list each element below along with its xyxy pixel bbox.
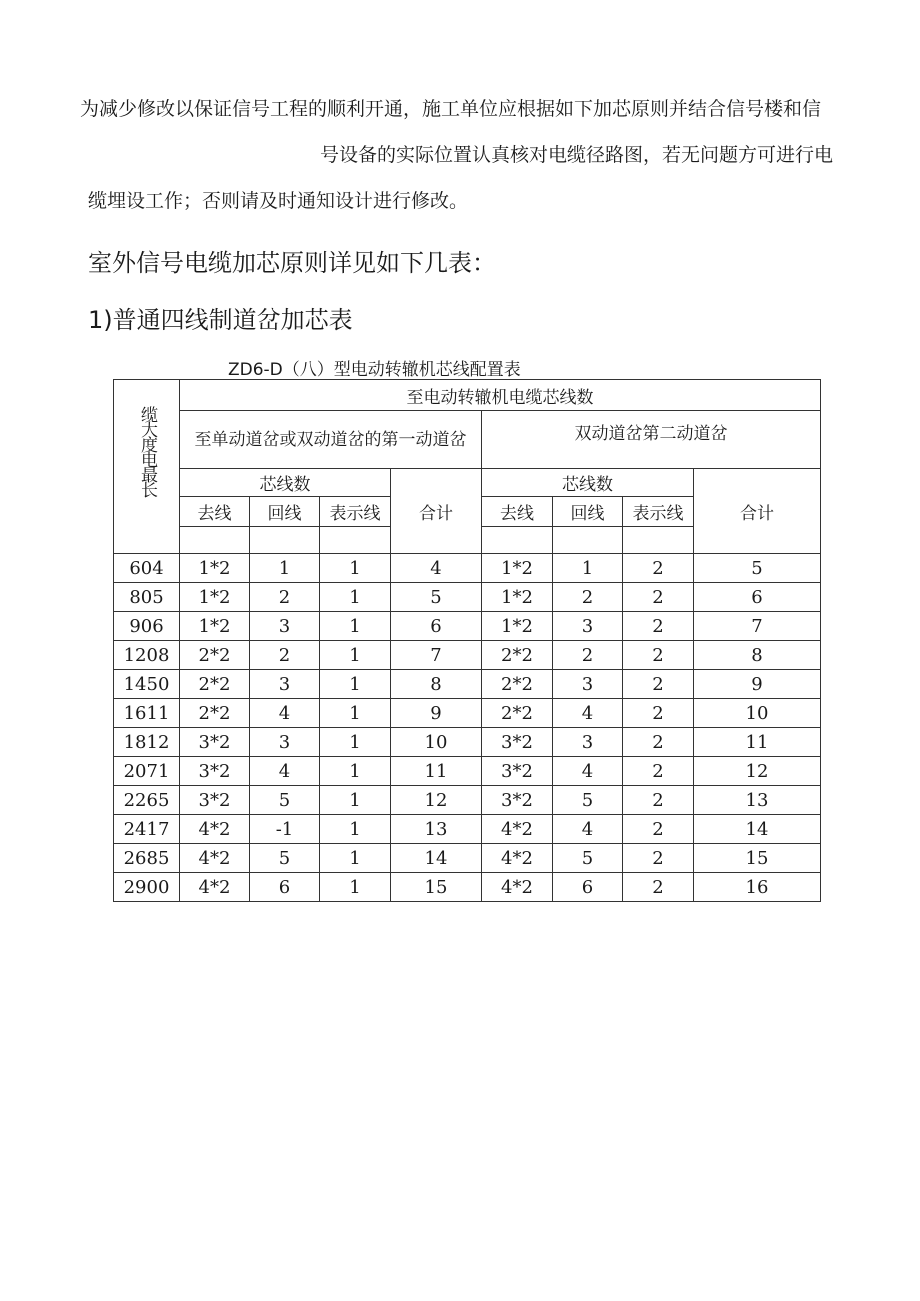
indicator-line-first-cell: 1 bbox=[320, 815, 391, 844]
total-second-cell: 9 bbox=[694, 670, 821, 699]
total-second-cell: 11 bbox=[694, 728, 821, 757]
go-line-second-cell: 1*2 bbox=[482, 554, 553, 583]
max-length-cell: 2417 bbox=[114, 815, 180, 844]
core-count-header-second: 芯线数 bbox=[482, 469, 694, 497]
section-heading: 室外信号电缆加芯原则详见如下几表： bbox=[88, 249, 496, 277]
indicator-line-first-cell: 1 bbox=[320, 786, 391, 815]
go-line-second-cell: 3*2 bbox=[482, 757, 553, 786]
return-line-second-cell: 3 bbox=[553, 612, 623, 641]
go-line-first-cell: 1*2 bbox=[180, 554, 250, 583]
core-count-header-first: 芯线数 bbox=[180, 469, 391, 497]
subsection-heading: 1)普通四线制道岔加芯表 bbox=[88, 306, 353, 334]
go-line-first-cell: 2*2 bbox=[180, 670, 250, 699]
go-line-header: 去线 bbox=[180, 497, 250, 527]
indicator-line-second-cell: 2 bbox=[623, 612, 694, 641]
return-line-second-cell: 2 bbox=[553, 583, 623, 612]
total-second-cell: 10 bbox=[694, 699, 821, 728]
return-line-second-cell: 3 bbox=[553, 670, 623, 699]
table-row bbox=[114, 873, 821, 902]
return-line-second-cell: 4 bbox=[553, 699, 623, 728]
indicator-line-second-cell: 2 bbox=[623, 728, 694, 757]
total-first-cell: 10 bbox=[391, 728, 482, 757]
table-row bbox=[114, 583, 821, 612]
table-row bbox=[114, 728, 821, 757]
indicator-line-second-cell: 2 bbox=[623, 873, 694, 902]
table-row bbox=[114, 670, 821, 699]
return-line-first-cell: 6 bbox=[250, 873, 320, 902]
table-row bbox=[114, 815, 821, 844]
group-header-first: 至单动道岔或双动道岔的第一动道岔 bbox=[180, 411, 482, 469]
return-line-first-cell: 3 bbox=[250, 728, 320, 757]
max-length-cell: 1611 bbox=[114, 699, 180, 728]
total-first-cell: 8 bbox=[391, 670, 482, 699]
total-second-cell: 5 bbox=[694, 554, 821, 583]
total-first-cell: 6 bbox=[391, 612, 482, 641]
go-line-second-cell: 2*2 bbox=[482, 670, 553, 699]
go-line-second-cell: 3*2 bbox=[482, 786, 553, 815]
max-length-cell: 2265 bbox=[114, 786, 180, 815]
indicator-line-first-cell: 1 bbox=[320, 583, 391, 612]
total-first-cell: 4 bbox=[391, 554, 482, 583]
total-second-cell: 12 bbox=[694, 757, 821, 786]
indicator-line-second-cell: 2 bbox=[623, 583, 694, 612]
indicator-line-first-cell: 1 bbox=[320, 554, 391, 583]
return-line-second-cell: 6 bbox=[553, 873, 623, 902]
indicator-line-first-cell: 1 bbox=[320, 612, 391, 641]
indicator-line-first-cell: 1 bbox=[320, 844, 391, 873]
return-line-second-cell: 5 bbox=[553, 786, 623, 815]
go-line-first-cell: 3*2 bbox=[180, 786, 250, 815]
go-line-first-cell: 4*2 bbox=[180, 873, 250, 902]
indicator-line-second-cell: 2 bbox=[623, 844, 694, 873]
total-header-first: 合计 bbox=[391, 469, 482, 554]
total-second-cell: 13 bbox=[694, 786, 821, 815]
max-length-header: 缆大度电最长 bbox=[137, 406, 157, 496]
total-second-cell: 16 bbox=[694, 873, 821, 902]
indicator-line-first-cell: 1 bbox=[320, 699, 391, 728]
return-line-first-cell: 2 bbox=[250, 641, 320, 670]
go-line-first-cell: 1*2 bbox=[180, 583, 250, 612]
go-line-first-cell: 4*2 bbox=[180, 844, 250, 873]
go-line-first-cell: 1*2 bbox=[180, 612, 250, 641]
go-line-second-cell: 2*2 bbox=[482, 699, 553, 728]
indicator-line-second-cell: 2 bbox=[623, 815, 694, 844]
indicator-line-first-cell: 1 bbox=[320, 757, 391, 786]
return-line-second-cell: 5 bbox=[553, 844, 623, 873]
return-line-second-cell: 4 bbox=[553, 757, 623, 786]
max-length-cell: 1812 bbox=[114, 728, 180, 757]
return-line-first-cell: 4 bbox=[250, 699, 320, 728]
max-length-cell: 805 bbox=[114, 583, 180, 612]
indicator-line-first-cell: 1 bbox=[320, 670, 391, 699]
go-line-second-cell: 4*2 bbox=[482, 815, 553, 844]
total-first-cell: 14 bbox=[391, 844, 482, 873]
table-row bbox=[114, 641, 821, 670]
total-first-cell: 12 bbox=[391, 786, 482, 815]
table-row bbox=[114, 757, 821, 786]
go-line-first-cell: 2*2 bbox=[180, 641, 250, 670]
total-first-cell: 9 bbox=[391, 699, 482, 728]
go-line-header: 去线 bbox=[482, 497, 553, 527]
max-length-cell: 2685 bbox=[114, 844, 180, 873]
go-line-first-cell: 3*2 bbox=[180, 757, 250, 786]
go-line-second-cell: 2*2 bbox=[482, 641, 553, 670]
total-second-cell: 7 bbox=[694, 612, 821, 641]
intro-line-1: 为减少修改以保证信号工程的顺利开通，施工单位应根据如下加芯原则并结合信号楼和信 bbox=[80, 98, 822, 120]
return-line-second-cell: 2 bbox=[553, 641, 623, 670]
table-row bbox=[114, 554, 821, 583]
return-line-first-cell: 5 bbox=[250, 844, 320, 873]
go-line-second-cell: 4*2 bbox=[482, 873, 553, 902]
go-line-second-cell: 4*2 bbox=[482, 844, 553, 873]
max-length-cell: 2900 bbox=[114, 873, 180, 902]
go-line-second-cell: 1*2 bbox=[482, 583, 553, 612]
total-second-cell: 8 bbox=[694, 641, 821, 670]
indicator-line-second-cell: 2 bbox=[623, 699, 694, 728]
total-first-cell: 5 bbox=[391, 583, 482, 612]
core-config-table bbox=[113, 379, 821, 902]
return-line-first-cell: 1 bbox=[250, 554, 320, 583]
return-line-first-cell: 3 bbox=[250, 612, 320, 641]
table-row bbox=[114, 699, 821, 728]
go-line-second-cell: 1*2 bbox=[482, 612, 553, 641]
total-header-second: 合计 bbox=[694, 469, 821, 554]
total-first-cell: 15 bbox=[391, 873, 482, 902]
indicator-line-first-cell: 1 bbox=[320, 873, 391, 902]
return-line-first-cell: -1 bbox=[250, 815, 320, 844]
max-length-header-cell bbox=[114, 380, 180, 554]
table-row bbox=[114, 844, 821, 873]
indicator-line-second-cell: 2 bbox=[623, 554, 694, 583]
go-line-second-cell: 3*2 bbox=[482, 728, 553, 757]
indicator-line-header: 表示线 bbox=[623, 497, 694, 527]
max-length-cell: 2071 bbox=[114, 757, 180, 786]
max-length-cell: 604 bbox=[114, 554, 180, 583]
return-line-second-cell: 4 bbox=[553, 815, 623, 844]
indicator-line-second-cell: 2 bbox=[623, 670, 694, 699]
top-header: 至电动转辙机电缆芯线数 bbox=[180, 380, 821, 411]
table-row bbox=[114, 786, 821, 815]
indicator-line-second-cell: 2 bbox=[623, 641, 694, 670]
go-line-first-cell: 3*2 bbox=[180, 728, 250, 757]
total-first-cell: 11 bbox=[391, 757, 482, 786]
table-caption: ZD6-D（八）型电动转辙机芯线配置表 bbox=[228, 360, 521, 380]
intro-line-2: 号设备的实际位置认真核对电缆径路图，若无问题方可进行电 bbox=[320, 144, 834, 166]
go-line-first-cell: 4*2 bbox=[180, 815, 250, 844]
return-line-first-cell: 2 bbox=[250, 583, 320, 612]
group-header-second: 双动道岔第二动道岔 bbox=[482, 411, 821, 469]
max-length-cell: 1208 bbox=[114, 641, 180, 670]
max-length-cell: 1450 bbox=[114, 670, 180, 699]
return-line-first-cell: 4 bbox=[250, 757, 320, 786]
indicator-line-header: 表示线 bbox=[320, 497, 391, 527]
max-length-cell: 906 bbox=[114, 612, 180, 641]
indicator-line-first-cell: 1 bbox=[320, 728, 391, 757]
total-second-cell: 14 bbox=[694, 815, 821, 844]
return-line-second-cell: 1 bbox=[553, 554, 623, 583]
return-line-first-cell: 3 bbox=[250, 670, 320, 699]
return-line-header: 回线 bbox=[553, 497, 623, 527]
indicator-line-first-cell: 1 bbox=[320, 641, 391, 670]
total-first-cell: 13 bbox=[391, 815, 482, 844]
return-line-first-cell: 5 bbox=[250, 786, 320, 815]
return-line-header: 回线 bbox=[250, 497, 320, 527]
total-first-cell: 7 bbox=[391, 641, 482, 670]
indicator-line-second-cell: 2 bbox=[623, 786, 694, 815]
total-second-cell: 6 bbox=[694, 583, 821, 612]
table-row bbox=[114, 612, 821, 641]
indicator-line-second-cell: 2 bbox=[623, 757, 694, 786]
go-line-first-cell: 2*2 bbox=[180, 699, 250, 728]
total-second-cell: 15 bbox=[694, 844, 821, 873]
return-line-second-cell: 3 bbox=[553, 728, 623, 757]
intro-line-3: 缆埋设工作；否则请及时通知设计进行修改。 bbox=[88, 190, 469, 212]
